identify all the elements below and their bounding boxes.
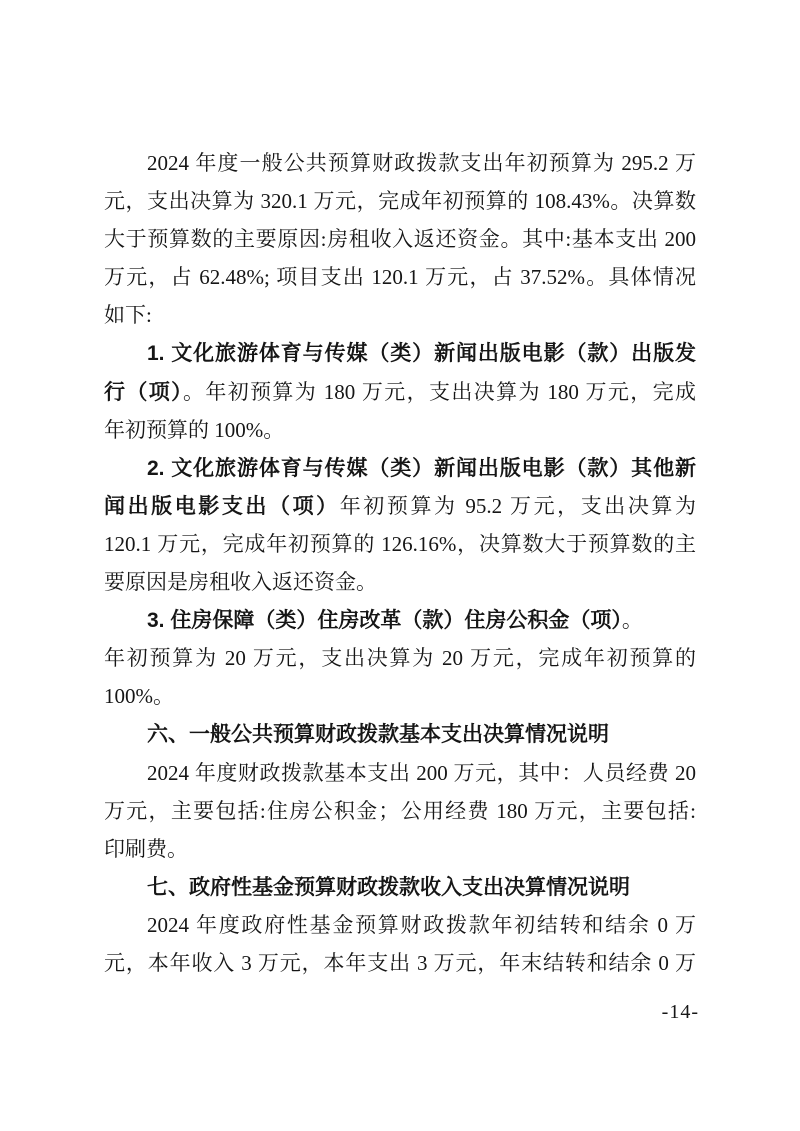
body-line <box>104 563 696 601</box>
page-number: -14- <box>661 1001 699 1023</box>
bold-run: 六、一般公共预算财政拨款基本支出决算情况说明 <box>147 723 609 747</box>
bold-run: 3. 住房保障（类）住房改革（款）住房公积金（项） <box>147 609 622 633</box>
text-run: 年初预算为 20 万元，支出决算为 20 万元，完成年初预算的 <box>104 646 696 671</box>
text-run: 万元，主要包括:住房公积金；公用经费 180 万元，主要包括: <box>104 798 696 823</box>
body-line <box>104 677 696 715</box>
bold-run: 行（项） <box>104 380 183 404</box>
item-3-heading-line <box>104 601 696 639</box>
text-run: 年初预算为 95.2 万元，支出决算为 <box>339 493 697 518</box>
bold-run: 1. 文化旅游体育与传媒（类）新闻出版电影（款）出版发 <box>147 342 696 366</box>
item-1-heading-line <box>104 334 696 372</box>
text-run: 大于预算数的主要原因:房租收入返还资金。其中:基本支出 200 <box>104 227 696 252</box>
bold-run: 七、政府性基金预算财政拨款收入支出决算情况说明 <box>147 875 630 899</box>
text-run: 100%。 <box>104 684 174 709</box>
body-line <box>104 373 696 411</box>
text-run: 万元，占 62.48%; 项目支出 120.1 万元，占 37.52%。具体情况 <box>104 265 696 290</box>
text-run: 。年初预算为 180 万元，支出决算为 180 万元，完成 <box>182 379 697 404</box>
text-run: 元，本年收入 3 万元，本年支出 3 万元，年末结转和结余 0 万 <box>104 950 696 975</box>
body-line <box>104 487 696 525</box>
section-6-heading <box>104 715 696 753</box>
text-run: 120.1 万元，完成年初预算的 126.16%，决算数大于预算数的主 <box>104 531 696 556</box>
body-line <box>104 220 696 258</box>
text-run: 。 <box>621 608 643 633</box>
body-line <box>104 144 696 182</box>
text-run: 年初预算的 100%。 <box>104 417 285 442</box>
text-run: 2024 年度一般公共预算财政拨款支出年初预算为 295.2 万 <box>147 151 696 175</box>
text-run: 要原因是房租收入返还资金。 <box>104 570 377 595</box>
text-run: 印刷费。 <box>104 836 188 861</box>
body-line <box>104 792 696 830</box>
text-run: 如下: <box>104 303 152 328</box>
body-line <box>104 830 696 868</box>
bold-run: 2. 文化旅游体育与传媒（类）新闻出版电影（款）其他新 <box>147 456 696 480</box>
text-run: 2024 年度财政拨款基本支出 200 万元，其中：人员经费 20 <box>147 760 696 785</box>
body-line <box>104 754 696 792</box>
body-line <box>104 944 696 982</box>
section-7-heading <box>104 868 696 906</box>
document-body <box>104 144 696 982</box>
text-run: 2024 年度政府性基金预算财政拨款年初结转和结余 0 万 <box>147 912 696 937</box>
body-line <box>104 906 696 944</box>
body-line <box>104 525 696 563</box>
item-2-heading-line <box>104 449 696 487</box>
body-line <box>104 411 696 449</box>
body-line <box>104 182 696 220</box>
body-line <box>104 296 696 334</box>
bold-run: 闻出版电影支出（项） <box>104 494 340 518</box>
body-line <box>104 258 696 296</box>
text-run: 元，支出决算为 320.1 万元，完成年初预算的 108.43%。决算数 <box>104 189 696 214</box>
body-line <box>104 639 696 677</box>
